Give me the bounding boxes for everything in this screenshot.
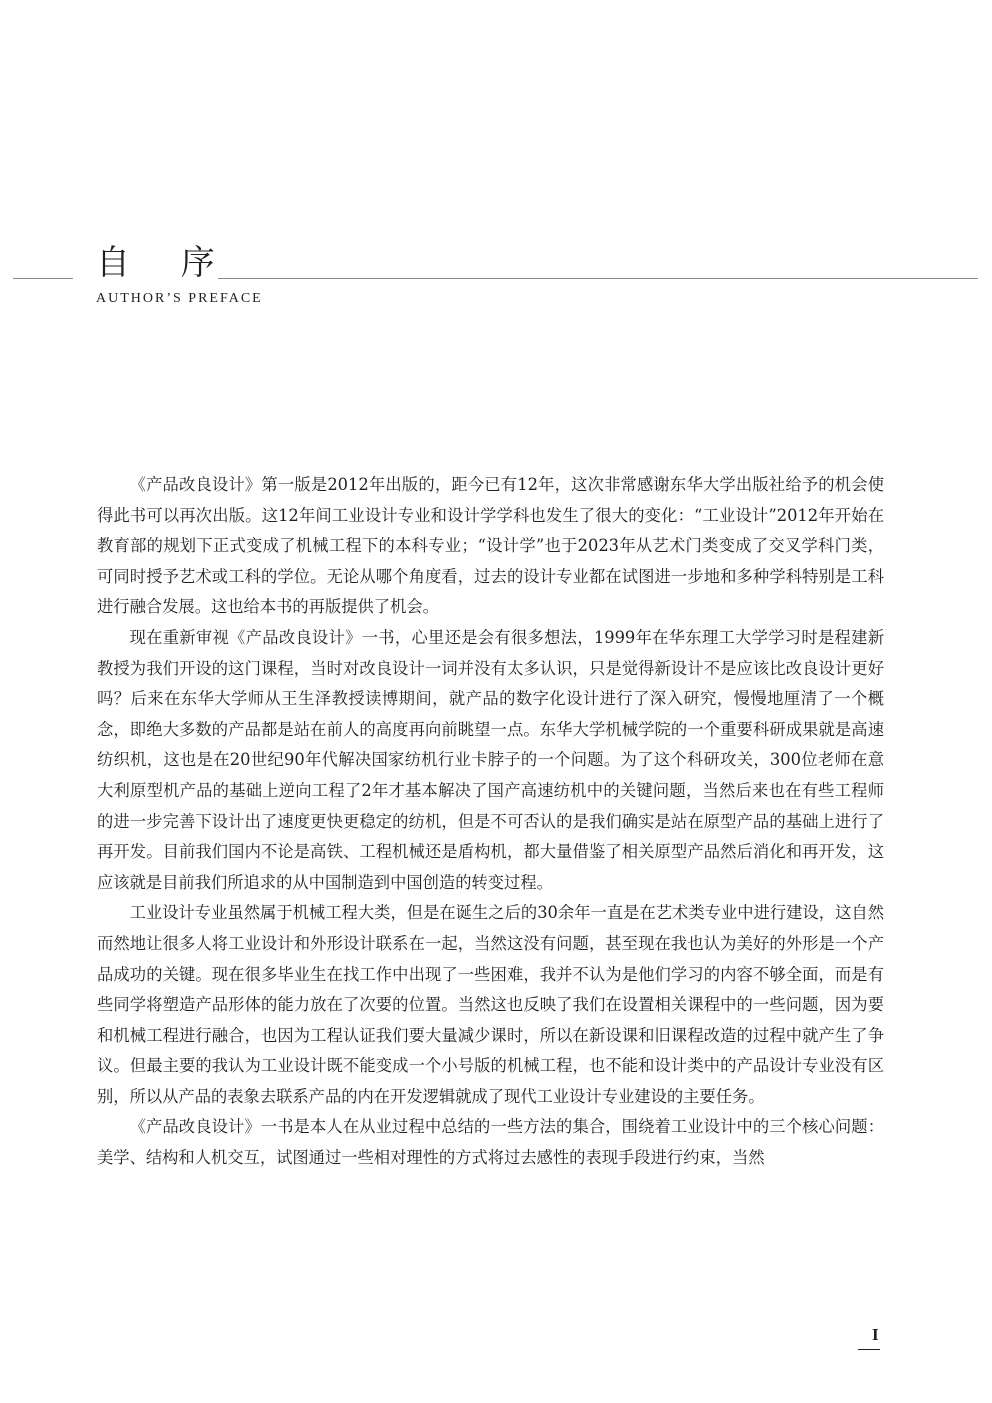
paragraph-3: 工业设计专业虽然属于机械工程大类，但是在诞生之后的30余年一直是在艺术类专业中进行建设，这自然而然地让很多人将工业设计和外形设计联系在一起，当然这没有问题，甚至现在我也认为美好的外形是一个产品成功的关键。现在很多毕业生在找工作中出现了一些困难，我并不认为是他们学习的内容不够全面，而是有些同学将塑造产品形体的能力放在了次要的位置。当然这也反映了我们在设置相关课程中的一些问题，因为要和机械工程进行融合，也因为工程认证我们要大量减少课时，所以在新设课和旧课程改造的过程中就产生了争议。但最主要的我认为工业设计既不能变成一个小号版的机械工程，也不能和设计类中的产品设计专业没有区别，所以从产品的表象去联系产品的内在开发逻辑就成了现代工业设计专业建设的主要任务。 [97, 903, 884, 1106]
heading-rule-right [218, 278, 978, 279]
heading-rule-left [13, 278, 73, 279]
page-subtitle: AUTHOR’S PREFACE [96, 291, 263, 306]
page-title: 自 序 [96, 243, 235, 283]
page-number: I [872, 1325, 879, 1344]
paragraph-4: 《产品改良设计》一书是本人在从业过程中总结的一些方法的集合，围绕着工业设计中的三个核心问题：美学、结构和人机交互，试图通过一些相对理性的方式将过去感性的表现手段进行约束，当然 [97, 1117, 884, 1168]
body-text [97, 470, 884, 1174]
page-number-rule [858, 1349, 880, 1350]
paragraph-1: 《产品改良设计》第一版是2012年出版的，距今已有12年，这次非常感谢东华大学出版社给予的机会使得此书可以再次出版。这12年间工业设计专业和设计学学科也发生了很大的变化：“工业设计”2012年开始在教育部的规划下正式变成了机械工程下的本科专业；“设计学”也于2023年从艺术门类变成了交叉学科门类，可同时授予艺术或工科的学位。无论从哪个角度看，过去的设计专业都在试图进一步地和多种学科特别是工科进行融合发展。这也给本书的再版提供了机会。 [97, 475, 884, 617]
paragraph-2: 现在重新审视《产品改良设计》一书，心里还是会有很多想法，1999年在华东理工大学学习时是程建新教授为我们开设的这门课程，当时对改良设计一词并没有太多认识，只是觉得新设计不是应该比改良设计更好吗？后来在东华大学师从王生泽教授读博期间，就产品的数字化设计进行了深入研究，慢慢地厘清了一个概念，即绝大多数的产品都是站在前人的高度再向前眺望一点。东华大学机械学院的一个重要科研成果就是高速纺织机，这也是在20世纪90年代解决国家纺机行业卡脖子的一个问题。为了这个科研攻关，300位老师在意大利原型机产品的基础上逆向工程了2年才基本解决了国产高速纺机中的关键问题，当然后来也在有些工程师的进一步完善下设计出了速度更快更稳定的纺机，但是不可否认的是我们确实是站在原型产品的基础上进行了再开发。目前我们国内不论是高铁、工程机械还是盾构机，都大量借鉴了相关原型产品然后消化和再开发，这应该就是目前我们所追求的从中国制造到中国创造的转变过程。 [97, 627, 884, 892]
